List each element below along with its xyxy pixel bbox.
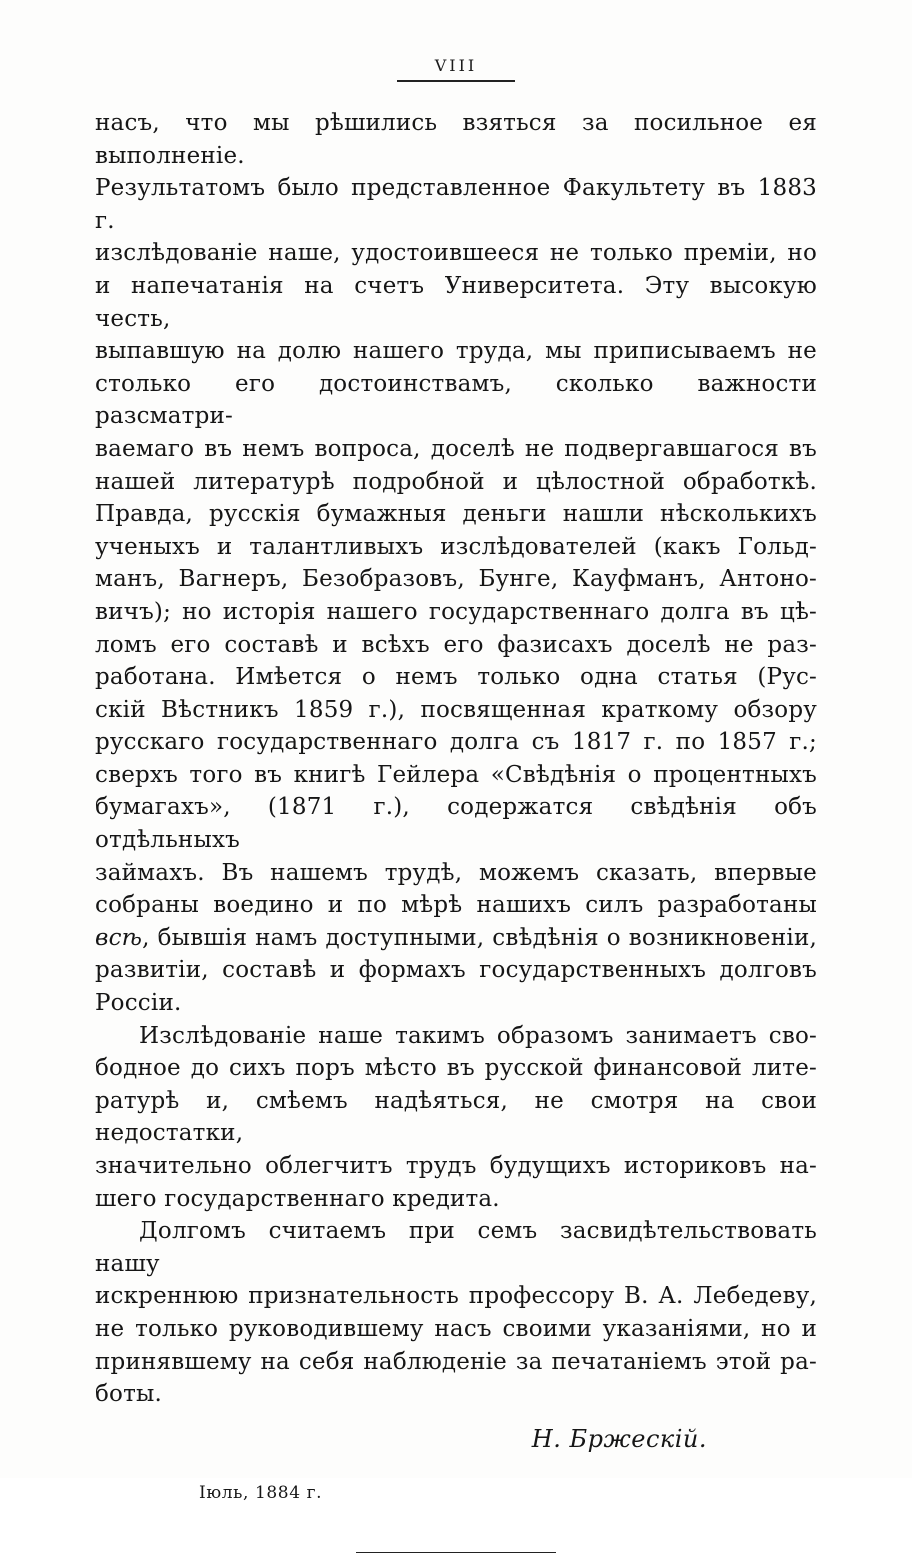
text-line: принявшему на себя наблюденіе за печатаніемъ этой ра- xyxy=(95,1348,817,1375)
text-line: займахъ. Въ нашемъ трудѣ, можемъ сказать, впервые xyxy=(95,859,817,886)
paragraph xyxy=(95,1215,817,1411)
text-line: манъ, Вагнеръ, Безобразовъ, Бунге, Кауфманъ, Антоно- xyxy=(95,566,817,593)
text-line: Правда, русскія бумажныя деньги нашли нѣсколькихъ xyxy=(95,501,817,528)
text-line: насъ, что мы рѣшились взяться за посильное ея выполненіе. xyxy=(95,110,817,169)
page-footer-text xyxy=(95,1423,817,1510)
text-line: боты. xyxy=(95,1381,163,1408)
text-line: Россіи. xyxy=(95,990,182,1017)
page-header xyxy=(0,56,912,82)
text-line: всѣ, бывшія намъ доступными, свѣдѣнія о возникновеніи, xyxy=(95,924,817,951)
text-line: ломъ его составѣ и всѣхъ его фазисахъ доселѣ не раз- xyxy=(95,631,817,658)
text-line: русскаго государственнаго долга съ 1817 г. по 1857 г.; xyxy=(95,729,817,756)
dateline: Іюль, 1884 г. xyxy=(199,1483,323,1504)
text-line: сверхъ того въ книгѣ Гейлера «Свѣдѣнія о процентныхъ xyxy=(95,761,817,788)
author-signature: Н. Бржескій. xyxy=(531,1424,707,1453)
text-line: и напечатанія на счетъ Университета. Эту высокую честь, xyxy=(95,272,817,332)
text-line: бодное до сихъ поръ мѣсто въ русской финансовой лите- xyxy=(95,1055,817,1082)
text-line: Долгомъ считаемъ при семъ засвидѣтельствовать нашу xyxy=(95,1218,817,1277)
text-line: скій Вѣстникъ 1859 г.), посвященная краткому обзору xyxy=(95,696,817,723)
text-line: нашей литературѣ подробной и цѣлостной обработкѣ. xyxy=(95,468,817,495)
text-line: работана. Имѣется о немъ только одна статья (Рус- xyxy=(95,664,817,691)
paragraph xyxy=(95,107,817,1020)
text-line: ваемаго въ немъ вопроса, доселѣ не подвергавшагося въ xyxy=(95,435,817,462)
text-line: Изслѣдованіе наше такимъ образомъ занимаетъ сво- xyxy=(139,1022,817,1049)
text-line: ученыхъ и талантливыхъ изслѣдователей (какъ Гольд- xyxy=(95,533,817,560)
paragraph xyxy=(95,1020,817,1216)
header-rule xyxy=(397,80,515,82)
page-number: VIII xyxy=(434,56,478,75)
text-line: ратурѣ и, смѣемъ надѣяться, не смотря на свои недостатки, xyxy=(95,1087,817,1147)
text-line: бумагахъ», (1871 г.), содержатся свѣдѣнія объ отдѣльныхъ xyxy=(95,794,817,854)
text-line: значительно облегчитъ трудъ будущихъ историковъ на- xyxy=(95,1153,817,1179)
text-line: вичъ); но исторія нашего государственнаго долга въ цѣ- xyxy=(95,598,817,625)
text-line: собраны воедино и по мѣрѣ нашихъ силъ разработаны xyxy=(95,892,817,919)
text-line: Результатомъ было представленное Факультету въ 1883 г. xyxy=(95,175,817,234)
text-line: искреннюю признательность профессору В. А. Лебедеву, xyxy=(95,1283,817,1310)
page-body-text xyxy=(95,107,817,1411)
text-line: не только руководившему насъ своими указаніями, но и xyxy=(95,1315,817,1342)
text-line: шего государственнаго кредита. xyxy=(95,1185,500,1212)
text-line: выпавшую на долю нашего труда, мы приписываемъ не xyxy=(95,338,817,365)
text-line: изслѣдованіе наше, удостоившееся не только преміи, но xyxy=(95,240,817,267)
text-line: столько его достоинствамъ, сколько важности разсматри- xyxy=(95,370,817,430)
text-line: развитіи, составѣ и формахъ государственныхъ долговъ xyxy=(95,957,817,984)
italic-text: всѣ xyxy=(95,924,143,951)
